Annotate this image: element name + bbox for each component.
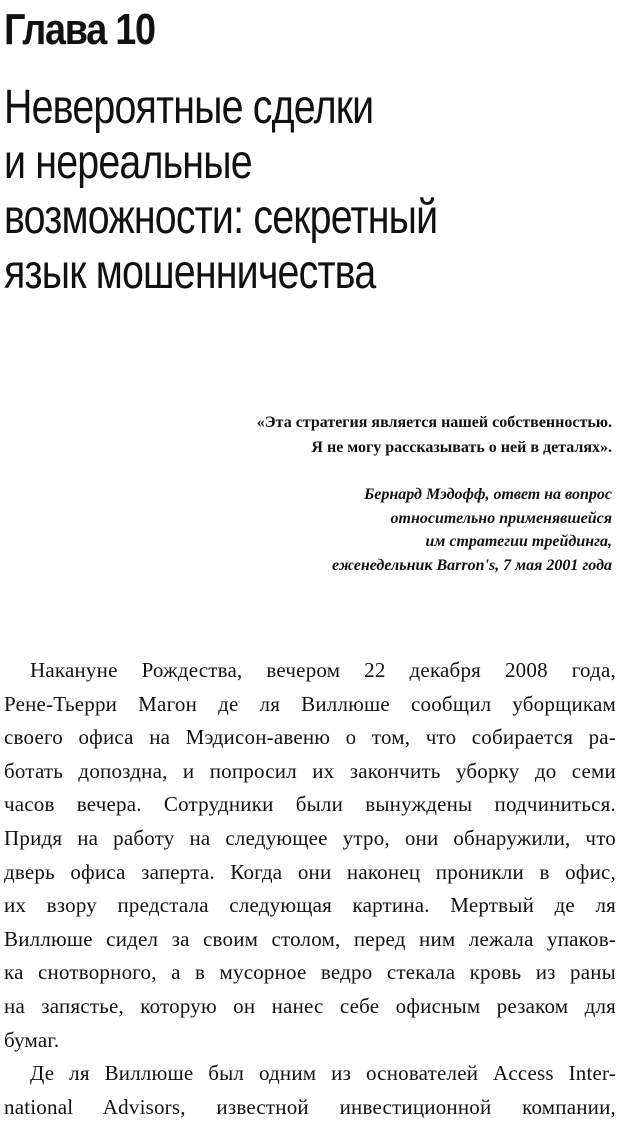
- chapter-title-line: Невероятные сделки: [4, 81, 374, 134]
- body-line: на запястье, которую он нанес себе офисным резаком для: [4, 993, 616, 1018]
- body-line: бумаг.: [4, 1027, 60, 1052]
- epigraph-quote-line: Я не могу рассказывать о ней в деталях».: [311, 439, 612, 456]
- epigraph-quote-line: «Эта стратегия является нашей собственностью.: [256, 414, 612, 431]
- body-text: [4, 654, 616, 1124]
- epigraph-attribution: [132, 483, 612, 577]
- body-line: часов вечера. Сотрудники были вынуждены подчиниться.: [4, 792, 616, 817]
- body-line: Накануне Рождества, вечером 22 декабря 2008 года,: [30, 658, 616, 682]
- body-line: Придя на работу на следующее утро, они обнаружили, что: [4, 825, 616, 850]
- body-line: ботать допоздна, и попросил их закончить уборку до семи: [4, 758, 616, 783]
- body-line: Де ля Виллюше был одним из основателей Access Inter-: [30, 1061, 616, 1086]
- epigraph-source-line: еженедельник Barron's, 7 мая 2001 года: [332, 556, 612, 574]
- body-line: Рене-Тьерри Магон де ля Виллюше сообщил уборщикам: [4, 691, 616, 716]
- chapter-label: Глава 10: [4, 5, 155, 54]
- epigraph: [132, 410, 612, 577]
- body-line: дверь офиса заперта. Когда они наконец проникли в офис,: [4, 859, 616, 884]
- chapter-title-line: возможности: секретный: [4, 191, 438, 244]
- chapter-title-line: язык мошенничества: [4, 246, 376, 299]
- epigraph-source-line: относительно применявшейся: [390, 509, 612, 527]
- chapter-title: [4, 80, 437, 300]
- epigraph-source-line: Бернард Мэдофф, ответ на вопрос: [364, 486, 612, 503]
- epigraph-source-line: им стратегии трейдинга,: [425, 533, 612, 550]
- epigraph-quote: [132, 410, 612, 460]
- body-line: Виллюше сидел за своим столом, перед ним лежала упаков-: [4, 926, 616, 951]
- body-line: national Advisors, известной инвестиционной компании,: [4, 1094, 616, 1119]
- body-line: своего офиса на Мэдисон-авеню о том, что собирается ра-: [4, 725, 616, 750]
- chapter-title-line: и нереальные: [4, 136, 252, 189]
- body-line: их взору предстала следующая картина. Мертвый де ля: [4, 893, 616, 918]
- body-line: ка снотворного, а в мусорное ведро стекала кровь из раны: [4, 960, 616, 985]
